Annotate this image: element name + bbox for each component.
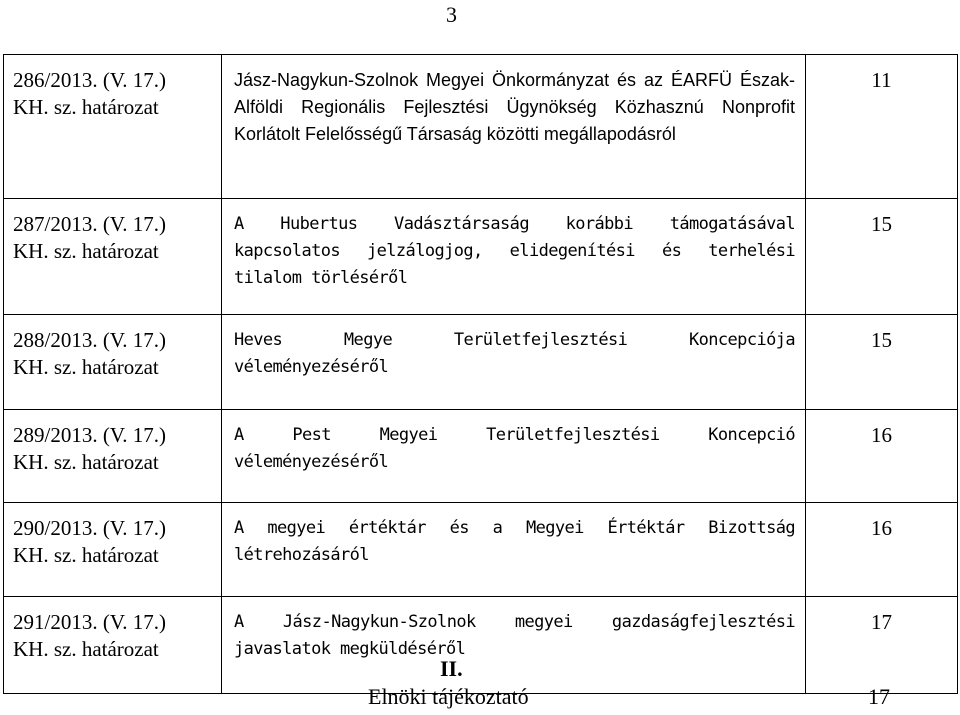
resolution-number: 287/2013. (V. 17.) xyxy=(13,212,167,236)
section-title: Elnöki tájékoztató xyxy=(368,684,529,709)
resolution-type: KH. sz. határozat xyxy=(13,239,159,263)
resolution-number: 289/2013. (V. 17.) xyxy=(13,423,167,447)
resolution-type: KH. sz. határozat xyxy=(13,95,159,119)
page-number: 3 xyxy=(446,2,457,27)
resolution-number-cell xyxy=(4,597,222,694)
table-row xyxy=(4,315,958,410)
resolution-description: Jász-Nagykun-Szolnok Megyei Önkormányzat és az ÉARFÜ Észak-Alföldi Regionális Fejlesztési Ügynökség Közhasznú Nonprofit Korlátolt Felelősségű Társaság közötti megállapodásról xyxy=(222,55,806,199)
resolution-description: A Pest Megyei Területfejlesztési Koncepció véleményezéséről xyxy=(222,410,806,503)
table-row xyxy=(4,199,958,315)
resolution-number: 291/2013. (V. 17.) xyxy=(13,610,167,634)
resolution-type: KH. sz. határozat xyxy=(13,450,159,474)
resolution-number: 290/2013. (V. 17.) xyxy=(13,516,167,540)
resolution-page: 15 xyxy=(806,315,958,410)
resolution-number-cell xyxy=(4,410,222,503)
resolution-description: Heves Megye Területfejlesztési Koncepciója véleményezéséről xyxy=(222,315,806,410)
resolution-number: 288/2013. (V. 17.) xyxy=(13,328,167,352)
resolution-page: 16 xyxy=(806,503,958,597)
resolution-description: A Jász-Nagykun-Szolnok megyei gazdaságfejlesztési javaslatok megküldéséről xyxy=(222,597,806,694)
resolution-number-cell xyxy=(4,315,222,410)
resolution-number-cell xyxy=(4,199,222,315)
section-page: 17 xyxy=(868,684,890,709)
table-row xyxy=(4,503,958,597)
resolutions-table xyxy=(3,54,958,694)
table-row xyxy=(4,597,958,694)
table-row xyxy=(4,55,958,199)
resolution-page: 15 xyxy=(806,199,958,315)
resolution-type: KH. sz. határozat xyxy=(13,355,159,379)
section-number: II. xyxy=(440,656,463,681)
resolution-number-cell xyxy=(4,55,222,199)
resolution-type: KH. sz. határozat xyxy=(13,637,159,661)
resolution-page: 11 xyxy=(806,55,958,199)
resolution-description: A megyei értéktár és a Megyei Értéktár Bizottság létrehozásáról xyxy=(222,503,806,597)
resolution-type: KH. sz. határozat xyxy=(13,543,159,567)
resolution-number: 286/2013. (V. 17.) xyxy=(13,68,167,92)
table-row xyxy=(4,410,958,503)
resolution-number-cell xyxy=(4,503,222,597)
resolution-page: 16 xyxy=(806,410,958,503)
resolution-page: 17 xyxy=(806,597,958,694)
resolution-description: A Hubertus Vadásztársaság korábbi támogatásával kapcsolatos jelzálogjog, elidegenítési és terhelési tilalom törléséről xyxy=(222,199,806,315)
